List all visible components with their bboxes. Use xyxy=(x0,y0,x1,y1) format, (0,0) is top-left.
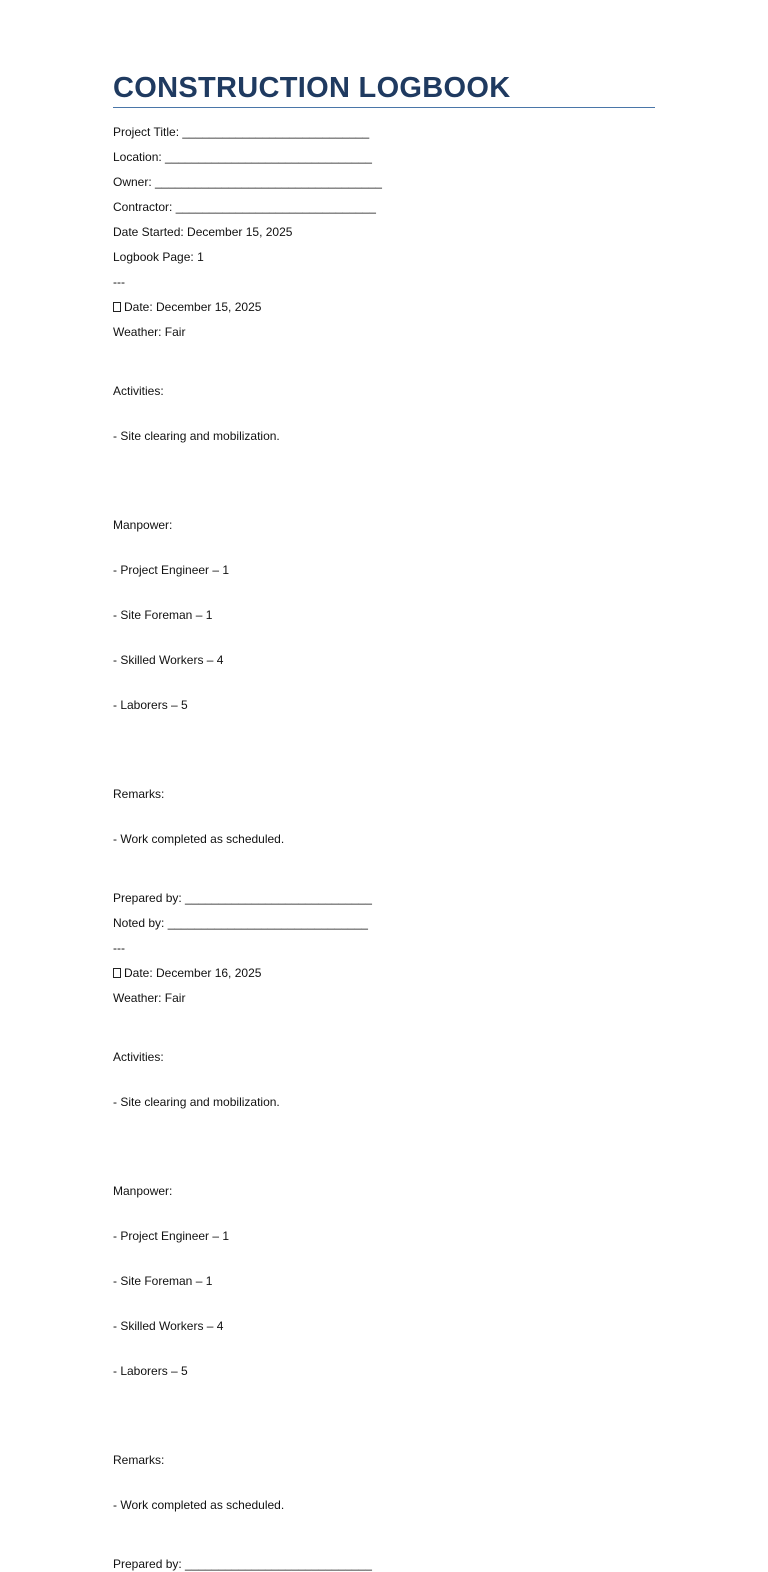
prepared-by-field: Prepared by: ____________________________ xyxy=(113,891,372,905)
manpower-item: - Project Engineer – 1 xyxy=(113,563,230,577)
manpower-label: Manpower: xyxy=(113,518,173,532)
manpower-item: - Site Foreman – 1 xyxy=(113,1274,213,1288)
entry-weather: Weather: Fair xyxy=(113,325,186,339)
entry-separator: --- xyxy=(113,275,125,289)
remarks-item: - Work completed as scheduled. xyxy=(113,1498,285,1512)
project-title-field: Project Title: ____________________________ xyxy=(113,125,370,139)
manpower-label: Manpower: xyxy=(113,1184,173,1198)
activities-section xyxy=(113,354,655,474)
entry-weather: Weather: Fair xyxy=(113,991,186,1005)
missing-glyph-icon xyxy=(113,302,121,312)
document-title: CONSTRUCTION LOGBOOK xyxy=(113,70,655,108)
remarks-label: Remarks: xyxy=(113,787,165,801)
activities-label: Activities: xyxy=(113,1050,164,1064)
remarks-section xyxy=(113,1423,655,1543)
activity-item: - Site clearing and mobilization. xyxy=(113,429,280,443)
manpower-section xyxy=(113,1154,655,1409)
manpower-item: - Site Foreman – 1 xyxy=(113,608,213,622)
location-field: Location: _______________________________ xyxy=(113,150,372,164)
entry-separator: --- xyxy=(113,941,125,955)
document-body xyxy=(113,125,655,1572)
manpower-item: - Skilled Workers – 4 xyxy=(113,1319,224,1333)
manpower-item: - Skilled Workers – 4 xyxy=(113,653,224,667)
entry-date-text: Date: December 16, 2025 xyxy=(124,966,262,980)
entry-date xyxy=(113,966,655,981)
date-started: Date Started: December 15, 2025 xyxy=(113,225,293,239)
prepared-by-field: Prepared by: ____________________________ xyxy=(113,1557,372,1571)
contractor-field: Contractor: ______________________________ xyxy=(113,200,376,214)
manpower-item: - Laborers – 5 xyxy=(113,1364,188,1378)
manpower-section xyxy=(113,488,655,743)
activity-item: - Site clearing and mobilization. xyxy=(113,1095,280,1109)
manpower-item: - Project Engineer – 1 xyxy=(113,1229,230,1243)
manpower-item: - Laborers – 5 xyxy=(113,698,188,712)
remarks-item: - Work completed as scheduled. xyxy=(113,832,285,846)
owner-field: Owner: __________________________________ xyxy=(113,175,382,189)
logbook-page-number: Logbook Page: 1 xyxy=(113,250,204,264)
remarks-label: Remarks: xyxy=(113,1453,165,1467)
entry-date-text: Date: December 15, 2025 xyxy=(124,300,262,314)
activities-label: Activities: xyxy=(113,384,164,398)
noted-by-field: Noted by: ______________________________ xyxy=(113,916,368,930)
entry-date xyxy=(113,300,655,315)
remarks-section xyxy=(113,757,655,877)
activities-section xyxy=(113,1020,655,1140)
missing-glyph-icon xyxy=(113,968,121,978)
